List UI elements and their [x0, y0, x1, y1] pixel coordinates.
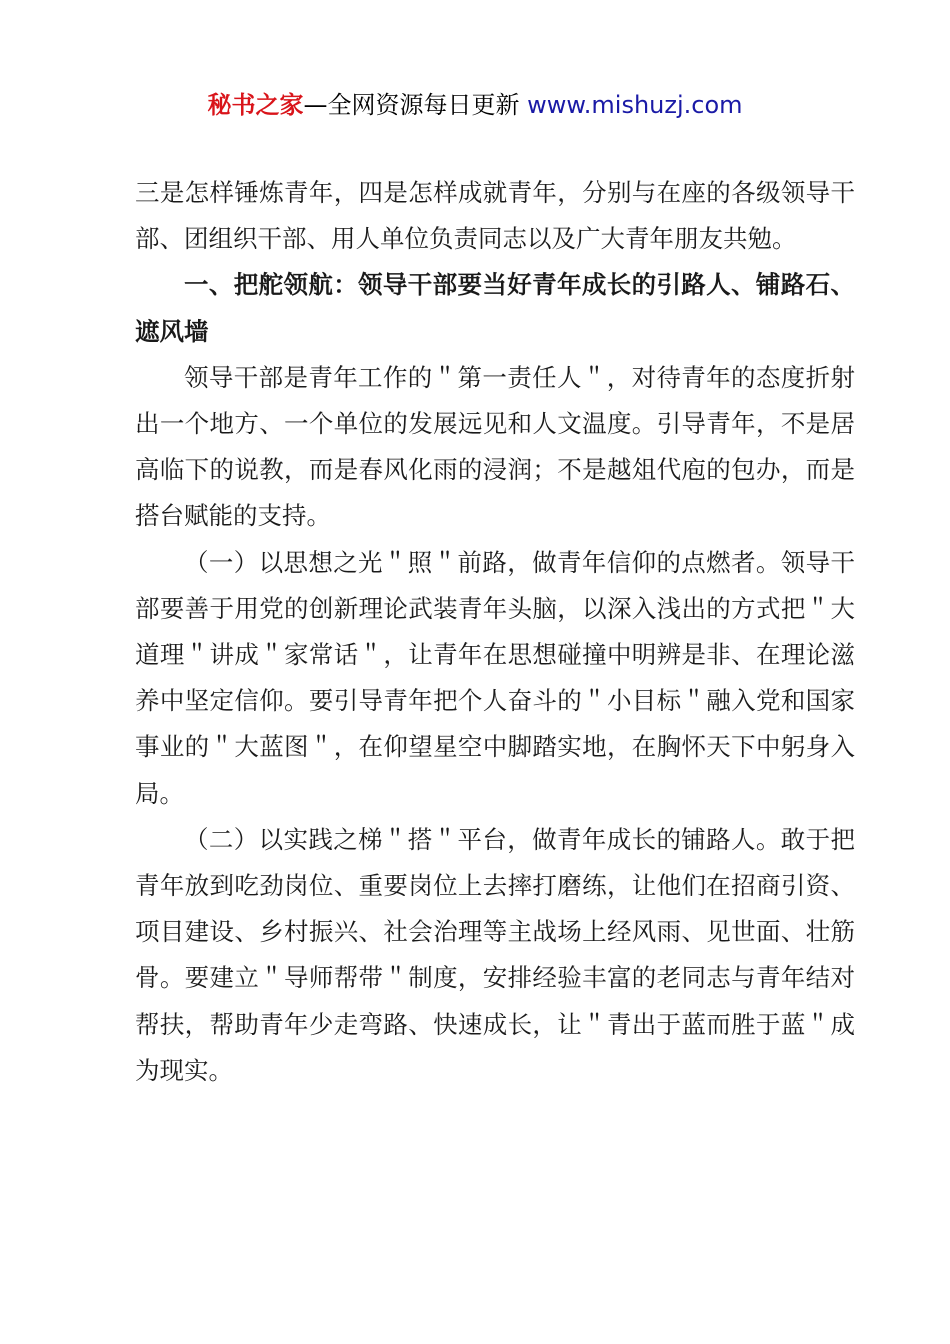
paragraph-point-one: （一）以思想之光＂照＂前路，做青年信仰的点燃者。领导干部要善于用党的创新理论武装青年头脑，以深入浅出的方式把＂大道理＂讲成＂家常话＂，让青年在思想碰撞中明辨是非、在理论滋养中坚定信仰。要引导青年把个人奋斗的＂小目标＂融入党和国家事业的＂大蓝图＂，在仰望星空中脚踏实地，在胸怀天下中躬身入局。	[135, 547, 855, 808]
header-tagline: —全网资源每日更新	[303, 91, 520, 119]
site-url[interactable]: www.mishuzj.com	[527, 91, 743, 119]
paragraph-intro: 领导干部是青年工作的＂第一责任人＂，对待青年的态度折射出一个地方、一个单位的发展远见和人文温度。引导青年，不是居高临下的说教，而是春风化雨的浸润；不是越俎代庖的包办，而是搭台赋能的支持。	[135, 362, 855, 531]
paragraph-point-two: （二）以实践之梯＂搭＂平台，做青年成长的铺路人。敢于把青年放到吃劲岗位、重要岗位上去摔打磨练，让他们在招商引资、项目建设、乡村振兴、社会治理等主战场上经风雨、见世面、壮筋骨。要建立＂导师帮带＂制度，安排经验丰富的老同志与青年结对帮扶，帮助青年少走弯路、快速成长，让＂青出于蓝而胜于蓝＂成为现实。	[135, 824, 855, 1085]
section-heading: 一、把舵领航：领导干部要当好青年成长的引路人、铺路石、遮风墙	[135, 270, 855, 346]
page-header	[0, 88, 950, 122]
document-body	[135, 170, 855, 1094]
brand-name: 秘书之家	[207, 91, 304, 119]
paragraph-continuation: 三是怎样锤炼青年，四是怎样成就青年，分别与在座的各级领导干部、团组织干部、用人单位负责同志以及广大青年朋友共勉。	[135, 178, 855, 254]
